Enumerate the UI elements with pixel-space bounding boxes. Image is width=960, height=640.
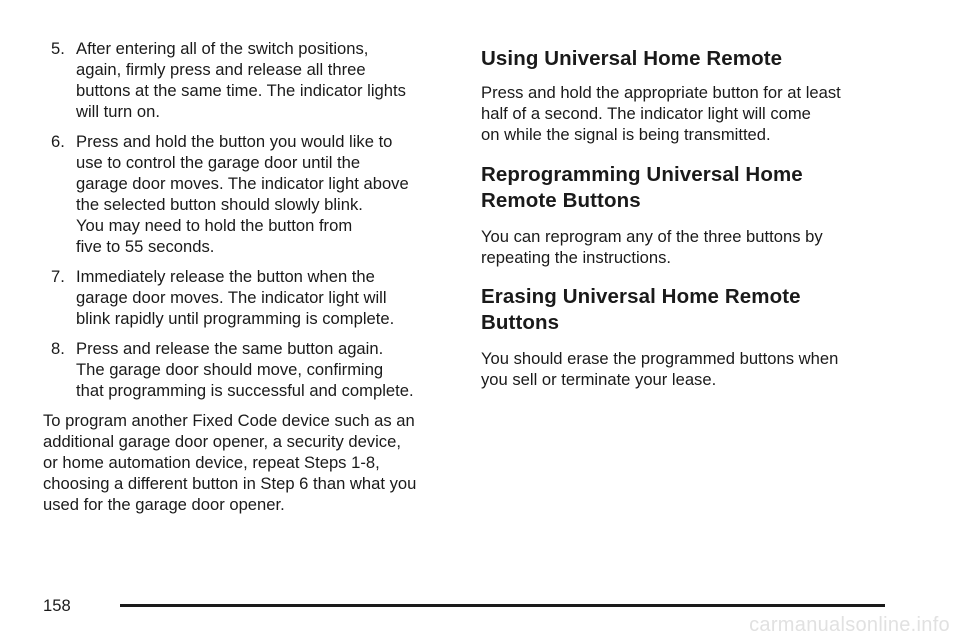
heading-line: Buttons	[481, 311, 560, 334]
step-item	[43, 266, 453, 329]
step-text-line: the selected button should slowly blink.	[76, 195, 363, 214]
step-text-line: After entering all of the switch positions,	[76, 39, 369, 58]
paragraph-line: you sell or terminate your lease.	[481, 370, 717, 389]
step-text-line: The garage door should move, confirming	[76, 360, 384, 379]
step-item	[43, 38, 453, 122]
paragraph-line: Press and hold the appropriate button for at least	[481, 83, 841, 102]
step-text-line: that programming is successful and complete.	[76, 381, 414, 400]
step-text-line: again, firmly press and release all three	[76, 60, 366, 79]
body-paragraph	[43, 410, 453, 515]
section-body	[481, 82, 921, 145]
step-item	[43, 131, 453, 257]
heading-line: Remote Buttons	[481, 189, 641, 212]
section-body	[481, 226, 921, 268]
step-text-line: will turn on.	[76, 102, 160, 121]
step-text-line: blink rapidly until programming is complete.	[76, 309, 395, 328]
step-text-line: You may need to hold the button from	[76, 216, 353, 235]
paragraph-line: additional garage door opener, a security device,	[43, 432, 401, 451]
heading-line: Using Universal Home Remote	[481, 47, 783, 70]
step-text-line: Press and hold the button you would like to	[76, 132, 393, 151]
step-item	[43, 338, 453, 401]
paragraph-line: or home automation device, repeat Steps 1-8,	[43, 453, 380, 472]
paragraph-line: You should erase the programmed buttons when	[481, 349, 839, 368]
paragraph-line: You can reprogram any of the three buttons by	[481, 227, 823, 246]
paragraph-line: repeating the instructions.	[481, 248, 672, 267]
left-column	[43, 38, 453, 515]
paragraph-line: half of a second. The indicator light will come	[481, 104, 811, 123]
step-number: 6.	[51, 132, 65, 151]
section-heading	[481, 46, 921, 72]
footer-divider	[120, 604, 885, 607]
paragraph-line: used for the garage door opener.	[43, 495, 285, 514]
step-text-line: garage door moves. The indicator light will	[76, 288, 387, 307]
paragraph-line: on while the signal is being transmitted.	[481, 125, 771, 144]
section-body	[481, 348, 921, 390]
step-text-line: garage door moves. The indicator light above	[76, 174, 409, 193]
section-heading	[481, 284, 921, 336]
page-number: 158	[43, 596, 71, 615]
heading-line: Erasing Universal Home Remote	[481, 285, 801, 308]
right-column	[481, 38, 921, 390]
step-text-line: Immediately release the button when the	[76, 267, 375, 286]
step-text-line: buttons at the same time. The indicator lights	[76, 81, 406, 100]
step-text-line: five to 55 seconds.	[76, 237, 215, 256]
step-text-line: use to control the garage door until the	[76, 153, 361, 172]
step-number: 8.	[51, 339, 65, 358]
step-number: 5.	[51, 39, 65, 58]
step-text-line: Press and release the same button again.	[76, 339, 384, 358]
watermark: carmanualsonline.info	[749, 614, 950, 636]
step-number: 7.	[51, 267, 65, 286]
heading-line: Reprogramming Universal Home	[481, 163, 803, 186]
paragraph-line: To program another Fixed Code device such as an	[43, 411, 415, 430]
section-heading	[481, 162, 921, 214]
paragraph-line: choosing a different button in Step 6 than what you	[43, 474, 417, 493]
